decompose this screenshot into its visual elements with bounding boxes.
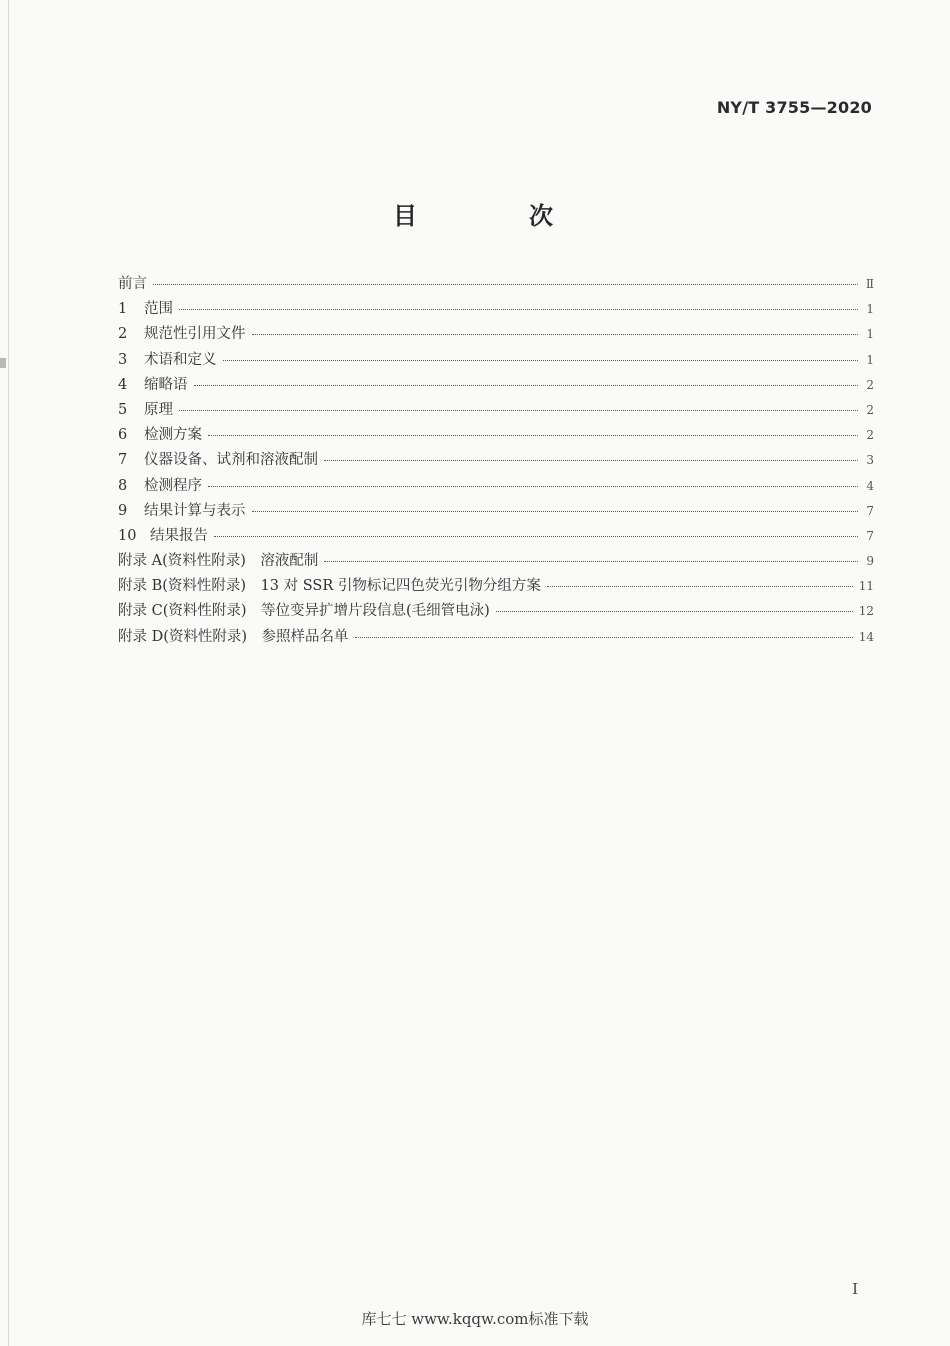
toc-entry-label: 附录 A(资料性附录) 溶液配制 (118, 553, 319, 570)
toc-entry-label: 9 结果计算与表示 (118, 502, 246, 519)
dot-leader (496, 610, 853, 612)
toc-entry-annex-b[interactable] (118, 574, 874, 599)
toc-entry-label: 10 结果报告 (118, 527, 208, 544)
toc-page-number: 11 (858, 579, 874, 594)
toc-entry-scope[interactable] (118, 297, 874, 322)
toc-entry-annex-a[interactable] (118, 549, 874, 574)
toc-page-number: 4 (866, 478, 874, 493)
toc-page-number: 3 (866, 453, 874, 468)
toc-page-number: 14 (858, 629, 874, 644)
toc-entry-label: 7 仪器设备、试剂和溶液配制 (118, 452, 318, 469)
dot-leader (179, 409, 858, 411)
toc-entry-abbreviations[interactable] (118, 373, 874, 398)
dot-leader (355, 636, 853, 638)
standard-code: NY/T 3755—2020 (716, 98, 872, 117)
dot-leader (324, 459, 858, 461)
dot-leader (252, 333, 859, 335)
dot-leader (223, 359, 859, 361)
toc-entry-instruments[interactable] (118, 448, 874, 473)
toc-page-number: 1 (866, 302, 874, 317)
toc-entry-label: 3 术语和定义 (118, 351, 217, 368)
toc-entry-results-calculation[interactable] (118, 499, 874, 524)
toc-page-number: 2 (866, 402, 874, 417)
toc-page-number: 12 (858, 604, 874, 619)
toc-entry-label: 5 原理 (118, 401, 173, 418)
dot-leader (194, 384, 859, 386)
toc-entry-label: 1 范围 (118, 301, 173, 318)
table-of-contents (118, 272, 874, 650)
scan-edge-mark (0, 358, 6, 368)
toc-entry-results-report[interactable] (118, 524, 874, 549)
toc-entry-label: 4 缩略语 (118, 376, 188, 393)
toc-page-number: Ⅱ (865, 277, 874, 291)
dot-leader (153, 283, 858, 285)
toc-entry-annex-d[interactable] (118, 625, 874, 650)
page-number: Ⅰ (852, 1280, 858, 1298)
toc-entry-normative-references[interactable] (118, 322, 874, 347)
toc-entry-procedure[interactable] (118, 474, 874, 499)
dot-leader (214, 535, 858, 537)
toc-page-number: 1 (866, 352, 874, 367)
toc-page-number: 7 (866, 528, 874, 543)
toc-page-number: 7 (866, 503, 874, 518)
toc-entry-label: 8 检测程序 (118, 477, 202, 494)
dot-leader (252, 510, 859, 512)
toc-entry-label: 附录 C(资料性附录) 等位变异扩增片段信息(毛细管电泳) (118, 603, 490, 620)
toc-entry-label: 前言 (118, 276, 147, 292)
toc-page-number: 2 (866, 428, 874, 443)
dot-leader (208, 485, 858, 487)
dot-leader (324, 560, 858, 562)
toc-entry-label: 2 规范性引用文件 (118, 326, 246, 343)
toc-entry-label: 6 检测方案 (118, 427, 202, 444)
dot-leader (547, 585, 853, 587)
toc-entry-principle[interactable] (118, 398, 874, 423)
toc-entry-annex-c[interactable] (118, 599, 874, 624)
toc-page-number: 2 (866, 377, 874, 392)
toc-entry-label: 附录 D(资料性附录) 参照样品名单 (118, 628, 349, 645)
toc-page-number: 1 (866, 327, 874, 342)
toc-entry-terms[interactable] (118, 348, 874, 373)
footer-watermark-text: 库七七 www.kqqw.com标准下载 (361, 1310, 589, 1328)
dot-leader (208, 434, 858, 436)
dot-leader (179, 308, 858, 310)
toc-entry-foreword[interactable] (118, 272, 874, 297)
toc-entry-label: 附录 B(资料性附录) 13 对 SSR 引物标记四色荧光引物分组方案 (118, 578, 541, 595)
toc-page-number: 9 (866, 554, 874, 569)
toc-entry-detection-scheme[interactable] (118, 423, 874, 448)
toc-title: 目 次 (393, 202, 597, 230)
